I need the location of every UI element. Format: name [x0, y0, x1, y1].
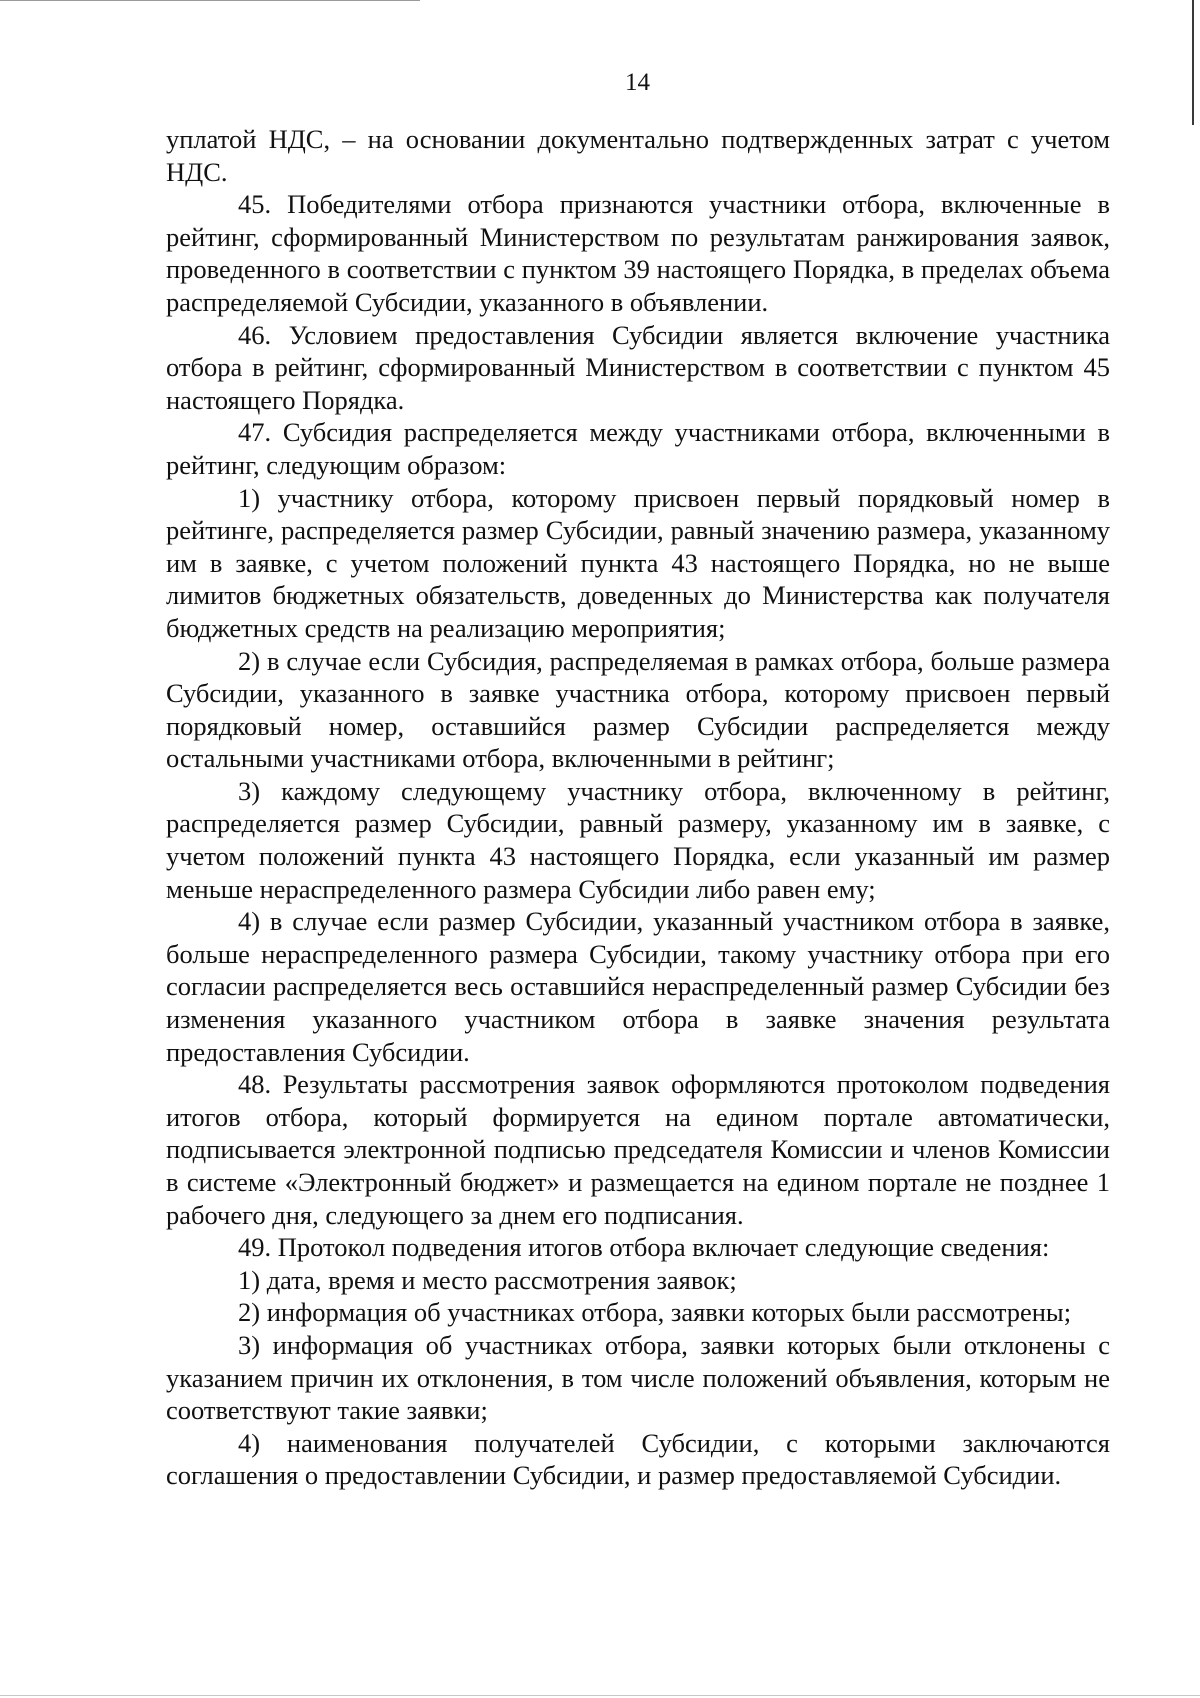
paragraph-47-item-3: 3) каждому следующему участнику отбора, включенному в рейтинг, распределяется размер Субсидии, равный размеру, указанному им в заявке, с учетом положений пункта 43 настоящего Порядка, если указанный им размер меньше нераспределенного размера Субсидии либо равен ему; — [166, 775, 1110, 904]
scan-right-edge — [1192, 0, 1194, 125]
paragraph-46: 46. Условием предоставления Субсидии является включение участника отбора в рейтинг, сформированный Министерством в соответствии с пунктом 45 настоящего Порядка. — [166, 319, 1110, 415]
paragraph-47-item-4: 4) в случае если размер Субсидии, указанный участником отбора в заявке, больше нераспределенного размера Субсидии, такому участнику отбора при его согласии распределяется весь оставшийся нераспределенный размер Субсидии без изменения указанного участником отбора в заявке значения результата предоставления Субсидии. — [166, 906, 1110, 1067]
paragraph-49-item-4: 4) наименования получателей Субсидии, с которыми заключаются соглашения о предоставлении Субсидии, и размер предоставляемой Субсидии. — [166, 1427, 1110, 1491]
page-number: 14 — [625, 69, 650, 96]
paragraph-47-item-1: 1) участнику отбора, которому присвоен первый порядковый номер в рейтинге, распределяется размер Субсидии, равный значению размера, указанному им в заявке, с учетом положений пункта 43 настоящего Порядка, но не выше лимитов бюджетных обязательств, доведенных до Министерства как получателя бюджетных средств на реализацию мероприятия; — [166, 482, 1110, 643]
paragraph-49: 49. Протокол подведения итогов отбора включает следующие сведения: — [238, 1232, 1050, 1263]
paragraph-45: 45. Победителями отбора признаются участники отбора, включенные в рейтинг, сформированный Министерством по результатам ранжирования заявок, проведенного в соответствии с пунктом 39 настоящего Порядка, в пределах объема распределяемой Субсидии, указанного в объявлении. — [166, 189, 1110, 317]
scan-bottom-edge — [0, 1695, 1200, 1696]
paragraph-49-item-3: 3) информация об участниках отбора, заявки которых были отклонены с указанием причин их отклонения, в том числе положений объявления, которым не соответствуют такие заявки; — [166, 1329, 1110, 1426]
scan-top-edge — [0, 0, 420, 1]
paragraph-47: 47. Субсидия распределяется между участниками отбора, включенными в рейтинг, следующим образом: — [166, 417, 1110, 480]
paragraph-49-item-2: 2) информация об участниках отбора, заявки которых были рассмотрены; — [238, 1297, 1072, 1328]
paragraph-47-item-2: 2) в случае если Субсидия, распределяемая в рамках отбора, больше размера Субсидии, указанного в заявке участника отбора, которому присвоен первый порядковый номер, оставшийся размер Субсидии распределяется между остальными участниками отбора, включенными в рейтинг; — [166, 645, 1110, 774]
paragraph-48: 48. Результаты рассмотрения заявок оформляются протоколом подведения итогов отбора, который формируется на едином портале автоматически, подписывается электронной подписью председателя Комиссии и членов Комиссии в системе «Электронный бюджет» и размещается на едином портале не позднее 1 рабочего дня, следующего за днем его подписания. — [166, 1069, 1110, 1230]
paragraph-49-item-1: 1) дата, время и место рассмотрения заявок; — [238, 1264, 737, 1295]
document-body — [166, 123, 1110, 1492]
paragraph-continuation: уплатой НДС, – на основании документально подтвержденных затрат с учетом НДС. — [166, 124, 1110, 187]
